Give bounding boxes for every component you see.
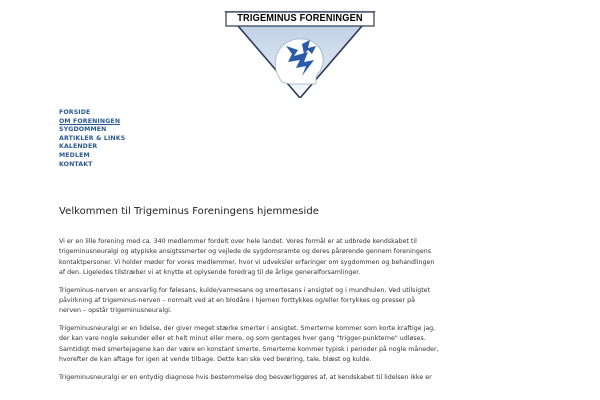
nav-item-kalender[interactable]: KALENDER	[59, 143, 98, 151]
head-profile-icon	[275, 39, 323, 84]
main-navigation	[59, 109, 179, 169]
nav-item-artikler-links[interactable]: ARTIKLER & LINKS	[59, 134, 126, 142]
intro-paragraph: Vi er en lille forening med ca. 340 medlemmer fordelt over hele landet. Vores formål er at udbrede kendskabet til trigeminusneuralgi og atypiske ansigtssmerter og vejlede de sygdomsramte og deres pårørende gennem foreningens kontaktpersoner. Vi holder møder for vores medlemmer, hvor vi udveksler erfaringer om sygdommen og behandlingen af den. Ligeledes tilstræber vi at knytte et oplysende foredrag til de årlige generalforsamlinger.	[59, 238, 435, 277]
page-title: Velkommen til Trigeminus Foreningens hjemmeside	[59, 206, 319, 217]
nav-item-forside[interactable]: FORSIDE	[59, 109, 91, 116]
nav-item-sygdommen[interactable]: SYGDOMMEN	[59, 126, 107, 134]
diagnosis-paragraph: Trigeminusneuralgi er en entydig diagnose hvis bestemmelse dog besværliggøres af, at kendskabet til lidelsen ikke er	[59, 374, 432, 382]
nav-item-kontakt[interactable]: KONTAKT	[59, 160, 93, 168]
nerve-paragraph: Trigeminus-nerven er ansvarlig for følesans, kulde/varmesans og smertesans i ansigtet og i mundhulen. Ved utilsigtet påvirkning af trigeminus-nerven – normalt ved at en blodåre i hjernen forttykkes og/eller forrykkes og presser på nerven – opstår trigeminusneuralgi.	[59, 286, 431, 315]
site-logo[interactable]	[224, 10, 376, 98]
main-content	[59, 206, 439, 384]
nav-item-om-foreningen[interactable]: OM FORENINGEN	[59, 117, 121, 125]
symptoms-paragraph: Trigeminusneuralgi er en lidelse, der giver meget stærke smerter i ansigtet. Smerterne kommer som korte kraftige jag, der kan vare nogle sekunder eller et helt minut eller mere, og som gentages hver gang "trigger-punkterne" udløses. Samtidigt med smertejagene kan der være en konstant smerte. Smerterne kommer typisk i perioder på nogle måneder, hvorefter de kan aftage for igen at vende tilbage. Dette kan ske ved berøring, tale, blæst og kulde.	[59, 324, 439, 364]
nav-item-medlem[interactable]: MEDLEM	[59, 151, 90, 159]
logo-title: TRIGEMINUS FORENINGEN	[237, 13, 363, 24]
